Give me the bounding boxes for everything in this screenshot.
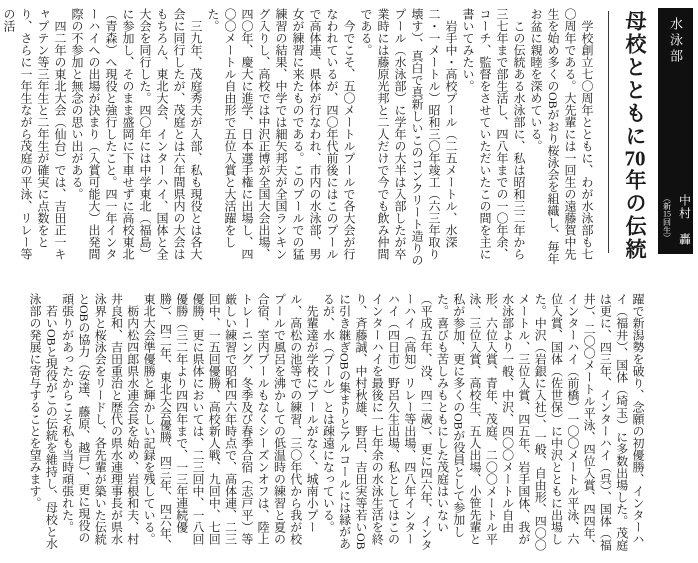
paragraph: 今でこそ、五〇メートルプールで各大会が行なわれているが、四〇年代前後にはこのプールで高体連、県体が行なわれ、市内の水泳部、男女が練習に来たものである。このプールでの猛練習の結果、中学では細矢邦夫が全国ランキング入りし、高校では中沢正博が全国大会出場、四〇年、慶大に進学、日本選手権に出場し、四〇〇メートル自由形で五位入賞と大活躍をした。 [206,8,356,260]
paragraph: 学校創立七〇周年とともに、わが水泳部も七〇周年である。大先輩には一回生の遠藤賀中先生を始め多くのOBがおり桜泳会を組織し、毎年お盆に親睦を深めている。 [529,8,594,265]
author-name: 中村 轟 [677,194,692,246]
band-top [2,8,693,268]
paragraph: 三九年、茂庭秀夫が入部、私も現役とは各大会に同行したが、茂庭とは六年間県内の大会はもちろん、東北大会、インターハイ、国体と全大会を同行した。四〇年には中学東北（福島）に参加し、そのまま盛岡に下車せずに高校東北（青森）へ現役と強行したこと。四一年インターハイへの出場が決まり（入賞可能大）出発間際の不参加と無念の思い出がある。 [70,8,203,260]
paragraph: 岩手中・高校プール（二五メートル、水深二・一メートル）昭和三〇年竣工（六三年取り壊す）、真白で真新しいこのコンクリート造りのプール（水泳部）に学年の大半は入部したが卒業時には藤原光邦と二人だけで今でも飲み仲間である。 [359,8,458,266]
paragraph-continuation: 躍で新潟勢を破り、念願の初優勝、インターハイ（福井）、国体（埼玉）に多数出場した。茂庭は更に、四三年、インターハイ（呉）、国体（福井）、二〇〇メートル平泳、四位入賞、四四年、インターハイ（前橋）一〇〇メートル平泳、六位入賞、国体（佐世保）に中沢とともに出場した。中沢（岩銀に入社）、一般、自由形、四〇〇メートル、三位入賞、四五年、岩手国体、我が水泳部より一般、中沢、四〇〇メートル自由形、六位入賞、青年、茂庭、二〇〇メートル平泳、三位入賞、高校生、五人出場、小笹先輩と私が参加、更に多くのOBが役員として参加した。喜びも苦しみもともにした茂庭はいない（平成五年、没、四二歳）、更に四六年、インターハイ（高知）リレー等出場、四八年インターハイ（四日市）野呂久生出場、私としてはこのインターハイを最後に一七年余の水泳生活を終り、斉藤誠、中村秋雄、野呂、吉田実等若いOBに引き継ぎOBの集まりとアルコールには縁があるが、水（プール）とは疎遠になっている。 [321,293,645,551]
author-class: （新15回生） [662,194,672,242]
band-bottom [6,293,646,555]
page-title: 母校とともに70年の伝統 [623,10,647,261]
author-class-number: 15 [663,210,671,218]
paragraph: 先輩達が学校にプールがなく、城南小プール、高松の池等での練習、三〇年代から我が校プールで風呂を沸かしての低温時の練習と夏の合宿、室内プールもなくシーズンオフは、陸上トレーニング、冬季及び春季合宿（志戸平）等厳しい練習で昭和四六年時点で、高体連、二三回中、一五回優勝、高校新人戦、九回中、七回優勝、更に県体においては、二三回中、一八回優勝（三二年より四四年まで、一三年連続優勝）、四二年、東北大会優勝、四三年、四六年、東北大会準優勝と輝かしい記録を残している。 [142,293,320,551]
paragraph: この伝統ある水泳部に、私は昭和三二年から三七年まで部生活し、四八年までの一〇年余、コーチ、監督をさせていただいたこの間を主に書いてみたい。 [461,8,526,260]
paragraph: 若いOBと現役がこの伝統を維持し、母校と水泳部の発展に寄与することを望みます。 [28,293,59,550]
title-divider [608,11,609,253]
club-label: 水泳部 [668,17,683,65]
author-block [658,194,694,246]
title-year-number: 70 [624,148,646,169]
article-top [0,8,595,268]
paragraph: 四二年の東北大会（仙台）では、吉田正一キャプテン等三年生と二年生が確実に点数をとり、さらに一年生ながら茂庭の平泳、リレー等の活 [2,8,67,260]
masthead [658,8,693,254]
paragraph: 栃内松四郎県水連会長を始め、岩根和夫、村井良和、吉田重治と歴代の県水連理事長が県水泳界と桜泳会をリードし、各先輩が築いた伝統とOBの協力（安達、藤原、越戸）、更に現役の頑張りがあったからこそ私も当時頑張れた。 [60,293,140,545]
